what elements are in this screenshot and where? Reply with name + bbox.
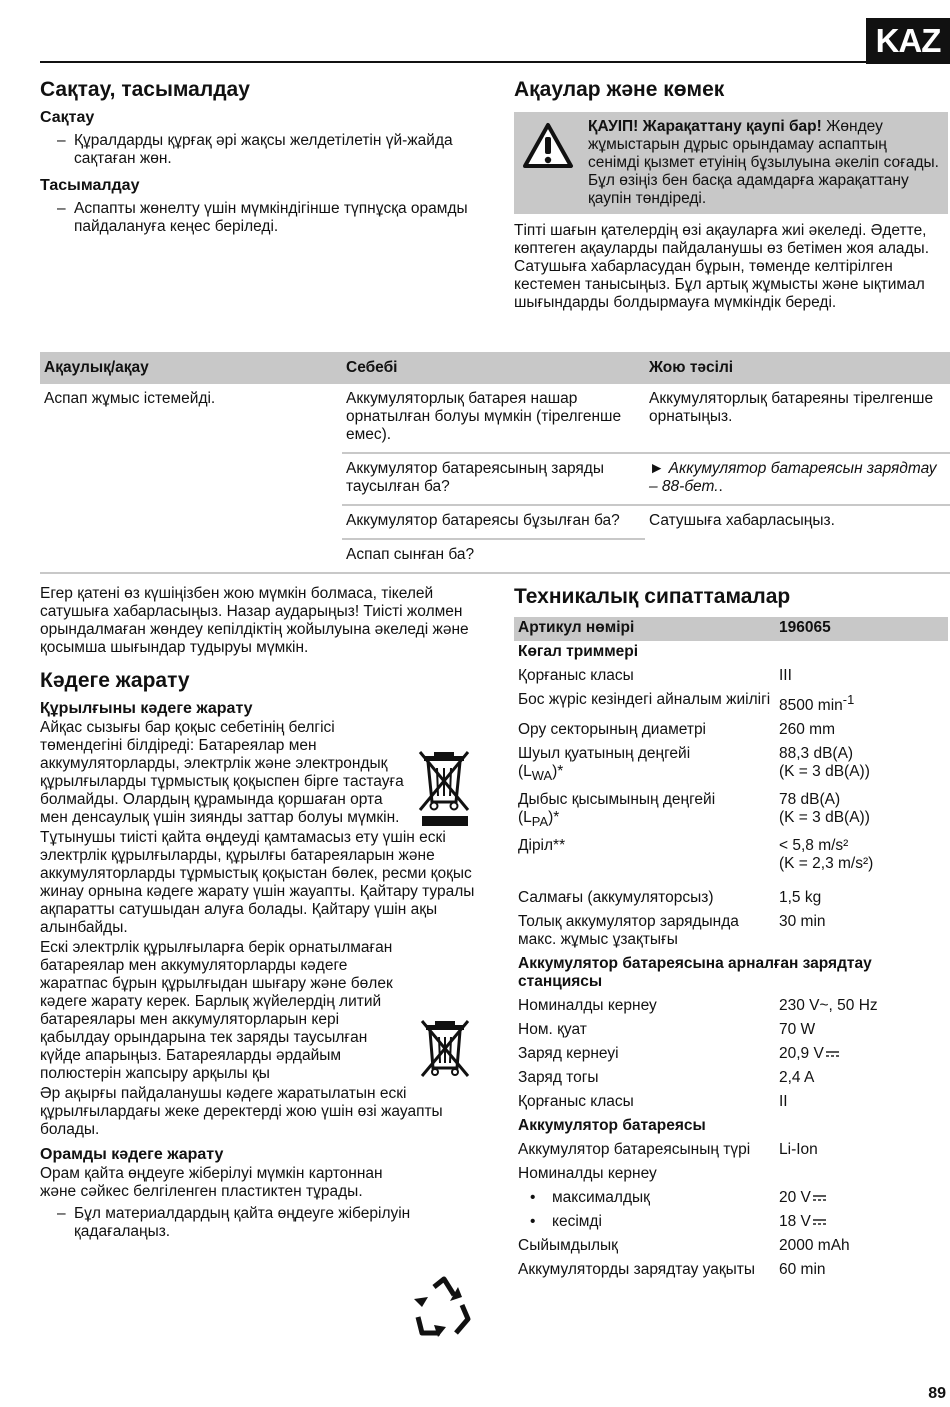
table-row [514,835,948,877]
header-rule [40,61,866,63]
value-line: 88,3 dB(A) [779,745,854,763]
warning-bold: ҚАУІП! Жарақаттану қаупі бар! [588,118,822,135]
spec-value [775,1211,948,1235]
storage-title: Сақтау, тасымалдау [40,78,250,101]
fix-cell [645,453,950,505]
spec-value: Li-Ion [779,1141,818,1159]
label-text: Дыбыс қысымының деңгейі [518,791,716,809]
spec-value: 70 W [779,1021,816,1039]
spec-label [514,1187,775,1211]
cause-cell: Аккумулятор батареясының заряды таусылған ба? [342,453,645,505]
page-number: 89 [928,1385,946,1402]
spec-value [775,689,948,719]
subscript: WA [531,768,553,784]
spec-label: Аккумуляторды зарядтау уақыты [518,1261,756,1279]
label-text: Шуыл қуатының деңгейі [518,745,691,763]
spec-value: III [779,667,792,684]
spec-label: Бос жүріс кезіндегі айналым жиілігі [518,691,771,708]
spec-label: Заряд кернеуі [518,1045,619,1063]
symbol: (L [518,763,532,781]
disposal-p2: Тұтынушы тиісті қайта өңдеуді қамтамасыз ету үшін ескі электрлік құрылғыларды, құрылғы батареяларын және аккумуляторларды тұрмыстық қоқыстан бөлек, ресми қоқыс жинау орнына кәдеге жарату үшін жауапты. Қайтару туралы ақпаратты сатушыдан алуға болады. Қайтару үшін ақы алынбайды. [40,829,475,936]
table-header-row [40,352,950,384]
warning-triangle-icon [522,122,574,170]
spec-value: 30 min [779,913,826,931]
spec-label: Артикул нөмірі [514,617,775,641]
rpm-value: 8500 min [779,697,843,715]
specs-title: Техникалық сипаттамалар [514,585,791,608]
value-line: (K = 3 dB(A)) [779,809,870,827]
spec-label: Номиналды кернеу [518,1165,657,1183]
cause-cell: Аккумулятор батареясы бұзылған ба? [342,505,645,539]
spec-group-header [514,1115,948,1139]
packaging-text: Орам қайта өңдеуге жіберілуі мүмкін картоннан және сәйкес белгіленген пластиктен тұрады. [40,1165,383,1200]
table-row [514,665,948,689]
transport-item: – Аспапты жөнелту үшін мүмкіндігінше түпнұсқа орамды пайдалануға кеңес беріледі. [40,200,480,236]
spec-value: 260 mm [779,721,835,739]
spec-value: 1,5 kg [779,889,822,907]
table-row [514,1019,948,1043]
subscript: PA [531,814,549,830]
spec-label [514,743,775,789]
fix-cell: Сатушыға хабарласыңыз. [645,505,950,573]
group-title: Аккумулятор батареясына арналған зарядтау станциясы [518,955,872,991]
faults-title: Ақаулар және көмек [514,78,725,101]
spec-label: Аккумулятор батареясының түрі [518,1141,751,1159]
spec-label [514,789,775,835]
spec-label: Толық аккумулятор зарядында макс. жұмыс ұзақтығы [518,913,739,949]
table-row [514,995,948,1019]
crossed-bin-bar-icon [418,748,470,835]
faults-section [514,78,948,312]
faults-intro: Тіпті шағын қателердің өзі ақауларға жиі әкеледі. Әдетте, көптеген ақауларды пайдаланушы өз бетімен жоя алады. Сатушыға хабарласудан бұрын, төменде келтірілген кестемен танысыңыз. Бұл артық жұмысты және ықтимал шығындарды болдырмауға мүмкіндік береді. [514,222,930,311]
dc-symbol-icon [826,1050,839,1058]
storage-item: – Құралдарды құрғақ әрі жақсы желдетілетін үй-жайда сақтаған жөн. [40,132,480,168]
value-line: (K = 3 dB(A)) [779,763,870,781]
spec-label: Қорғаныс класы [518,1093,634,1111]
warning-text [588,118,940,208]
table-row [514,911,948,953]
symbol-end: )* [548,809,560,827]
transport-subtitle: Тасымалдау [40,177,140,194]
disposal-p3: Ескі электрлік құрылғыларға берік орнатылмаған батареялар мен аккумуляторларды кәдеге жаратпас бұрын құрылғыдан шығару және бөлек кәдеге жарату керек. Барлық жүйелердің литий батареялары мен аккумуляторларын кері қабылдау орындарына тек заряды таусылған күйде апарыңыз. Батареяларды әрдайым полюстерін жапсыру арқылы қы [40,939,393,1082]
value-text: 20 V [779,1189,811,1207]
spec-value: 196065 [775,617,948,641]
spec-label: Діріл** [518,837,566,855]
value-text: 20,9 V [779,1045,824,1063]
table-row [514,1235,948,1259]
spec-value: 2000 mAh [779,1237,850,1255]
table-row [514,689,948,719]
specs-table [514,617,948,1283]
spec-group-header [514,953,948,995]
spec-value [775,1187,948,1211]
warning-body: Жөндеу жұмыстарын дұрыс орындамау аспаптың сенімді қызмет етуінің бұзылуына әкеліп соғады. Бұл өзіңіз бен басқа адамдарға жарақаттану қаупін төндіреді. [588,118,939,207]
spec-value: 2,4 A [779,1069,815,1087]
dc-symbol-icon [813,1194,826,1202]
header-fault: Ақаулық/ақау [40,352,342,384]
group-title: Аккумулятор батареясы [518,1117,706,1135]
spec-value: 230 V~, 50 Hz [779,997,878,1015]
symbol: (L [518,809,532,827]
spec-value: II [779,1093,788,1111]
rpm-exponent: -1 [842,692,855,707]
spec-label: Салмағы (аккумуляторсыз) [518,889,714,907]
recycling-icon [410,1275,478,1346]
spec-value: 60 min [779,1261,826,1279]
packaging-item: – Бұл материалдардың қайта өңдеуге жіберілуін қадағалаңыз. [40,1205,480,1241]
table-row [514,789,948,835]
dc-symbol-icon [813,1218,826,1226]
cause-cell: Аспап сынған ба? [342,539,645,573]
spec-label: Заряд тогы [518,1069,599,1087]
spec-value [775,789,948,835]
spec-value [775,1043,948,1067]
value-line: < 5,8 m/s² [779,837,849,855]
spec-label: Ору секторының диаметрі [518,721,707,739]
table-row [514,877,948,911]
table-row [514,1211,948,1235]
danger-warning-box [514,112,948,214]
table-row [514,1091,948,1115]
table-row [514,719,948,743]
cross-reference-link[interactable]: Аккумулятор батареясын зарядтау – 88-бет. [649,460,937,495]
header-fix: Жою тәсілі [645,352,950,384]
bullet-item: • максималдық [518,1189,771,1207]
table-row [514,1067,948,1091]
value-line: (K = 2,3 m/s²) [779,855,874,873]
value-text: 18 V [779,1213,811,1231]
troubleshooting-table [40,352,950,574]
table-row [514,743,948,789]
fix-tail: . [718,478,723,495]
disposal-p1: Айқас сызығы бар қоқыс себетінің белгісі төмендегіні білдіреді: Батареялар мен аккумуляторларды, электрлік және электрондық құрылғыларды тұрмыстық қоқыспен бірге тастауға болмайды. Олардың құрамында қоршаған орта мен денсаулық үшін зиянды заттар болуы мүмкін. [40,719,404,826]
device-disposal-subtitle: Құрылғыны кәдеге жарату [40,700,253,717]
value-line: 78 dB(A) [779,791,841,809]
disposal-p4: Әр ақырғы пайдаланушы кәдеге жаратылатын ескі құрылғылардағы жеке деректерді жою үшін өзі жауапты болады. [40,1085,443,1138]
storage-subtitle: Сақтау [40,109,95,126]
spec-label: Қорғаныс класы [518,667,634,684]
after-table-text: Егер қатені өз күшіңізбен жою мүмкін болмаса, тікелей сатушыға хабарласыңыз. Назар аударыңыз! Тиісті жолмен орындалмаған жөндеу кепілдіктің жойылуына әкеледі және қосымша шығындар тудыруы мүмкін. [40,585,469,656]
spec-label [514,1211,775,1235]
cause-cell: Аккумуляторлық батарея нашар орнатылған болуы мүмкін (тірелгенше емес). [342,384,645,453]
spec-label: Ном. қуат [518,1021,587,1039]
spec-value [775,835,948,877]
fix-cell: Аккумуляторлық батареяны тірелгенше орнатыңыз. [645,384,950,453]
table-row [514,1139,948,1163]
symbol-end: )* [552,763,564,781]
spec-label: Сыйымдылық [518,1237,618,1255]
disposal-column [40,585,480,1241]
storage-section [40,78,480,236]
table-row [514,1187,948,1211]
crossed-bin-icon [420,1018,470,1083]
fault-cell: Аспап жұмыс істемейді. [40,384,342,573]
bullet-item: • кесімді [518,1213,771,1231]
table-row [40,384,950,453]
table-row [514,1043,948,1067]
spec-label: Номиналды кернеу [518,997,657,1015]
packaging-disposal-subtitle: Орамды кәдеге жарату [40,1146,224,1163]
language-tag: KAZ [866,18,950,64]
table-row [514,1259,948,1283]
header-cause: Себебі [342,352,645,384]
group-title: Көгал триммері [518,643,639,660]
arrow-icon: ► [649,460,665,477]
spec-value [775,1163,948,1187]
spec-value [775,743,948,789]
spec-group-header [514,641,948,665]
table-row [514,1163,948,1187]
article-row [514,617,948,641]
disposal-title: Кәдеге жарату [40,669,190,692]
